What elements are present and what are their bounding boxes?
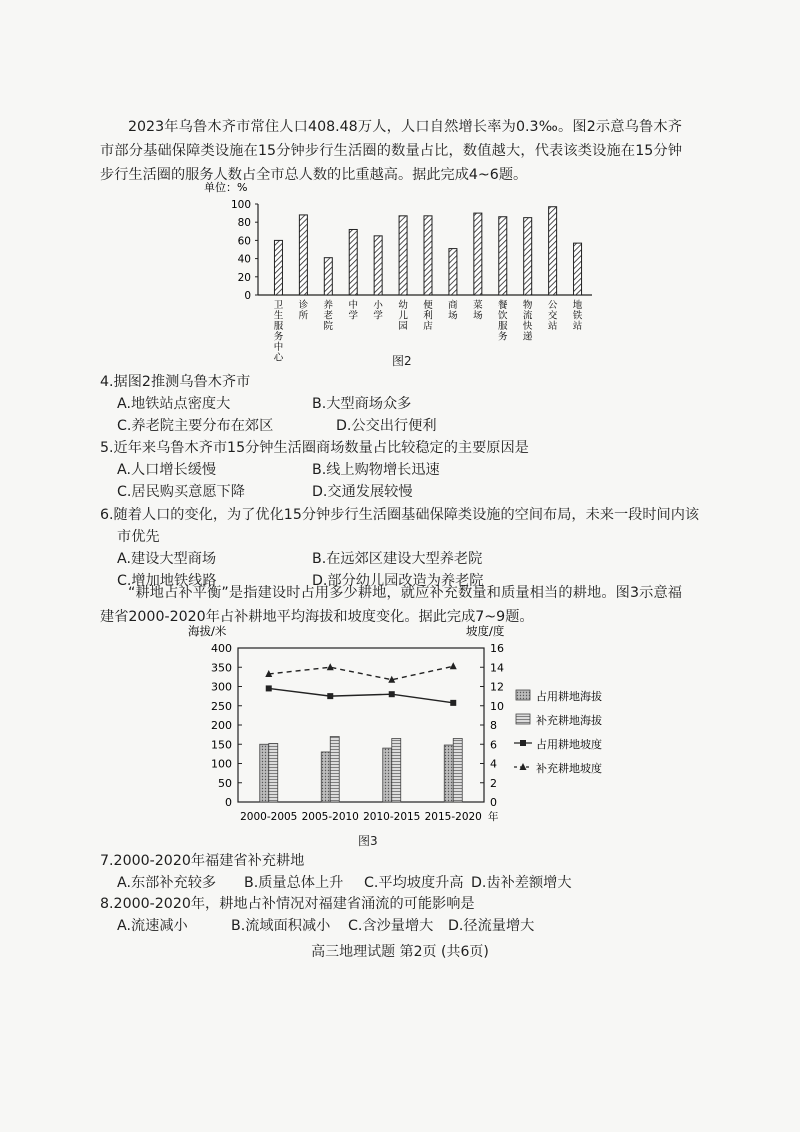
- q7-option-b: B.质量总体上升: [244, 875, 344, 891]
- fig3-left-axis-label: 海拔/米: [188, 624, 227, 638]
- fig3-left-tick-label: 100: [211, 757, 232, 771]
- fig2-bar: [374, 236, 382, 295]
- fig3-bar-supplement: [453, 738, 462, 802]
- fig3-left-tick-label: 400: [211, 642, 232, 655]
- fig2-bar: [274, 240, 282, 295]
- q6-option-c: C.增加地铁线路: [117, 573, 217, 589]
- fig3-bar-occupied: [383, 748, 392, 802]
- fig2-bar: [524, 218, 532, 295]
- fig2-category-label: 地铁站: [572, 300, 583, 332]
- fig3-right-tick-label: 10: [490, 699, 504, 713]
- fig3-point-square: [389, 691, 395, 697]
- fig3-point-square: [450, 700, 456, 706]
- fig2-bar: [449, 249, 457, 295]
- fig2-bar: [549, 207, 557, 295]
- fig3-right-tick-label: 0: [490, 796, 497, 809]
- q6-stem-line1: 6.随着人口的变化，为了优化15分钟步行生活圈基础保障类设施的空间布局，未来一段时间内该: [100, 507, 700, 523]
- figure-2-caption: 图2: [392, 354, 412, 368]
- fig3-category-label: 2010-2015: [363, 811, 421, 823]
- figure-3-caption: 图3: [358, 834, 378, 848]
- fig3-right-tick-label: 14: [490, 661, 504, 675]
- fig2-category-label: 餐饮服务: [498, 300, 508, 343]
- fig2-bar: [349, 229, 357, 295]
- q4-option-d: D.公交出行便利: [336, 418, 437, 434]
- fig3-right-tick-label: 4: [490, 757, 497, 771]
- fig3-legend-label: 占用耕地海拔: [536, 690, 602, 703]
- fig3-legend-swatch: [516, 714, 530, 724]
- q6-option-a: A.建设大型商场: [117, 551, 217, 567]
- q8-stem: 8.2000-2020年，耕地占补情况对福建省涌流的可能影响是: [100, 896, 475, 912]
- fig3-bar-supplement: [269, 743, 278, 802]
- q7-option-a: A.东部补充较多: [117, 875, 217, 891]
- fig2-category-label: 幼儿园: [398, 300, 408, 332]
- fig2-bar: [499, 217, 507, 295]
- fig3-category-label: 2015-2020: [424, 811, 482, 823]
- fig3-category-label: 2000-2005: [240, 811, 298, 823]
- fig3-x-suffix: 年: [488, 811, 499, 823]
- fig2-bar: [474, 213, 482, 295]
- figure-3-combo-chart: [180, 622, 650, 828]
- page-footer: 高三地理试题 第2页 (共6页): [311, 944, 489, 960]
- fig3-right-tick-label: 8: [490, 719, 497, 732]
- q4-option-a: A.地铁站点密度大: [117, 396, 231, 412]
- fig2-bar: [299, 215, 307, 295]
- fig2-bar: [399, 216, 407, 295]
- q8-option-a: A.流速减小: [117, 918, 188, 934]
- fig3-right-tick-label: 12: [490, 680, 504, 694]
- fig3-bar-supplement: [330, 737, 339, 802]
- fig3-legend-label: 占用耕地坡度: [536, 738, 602, 751]
- intro-paragraph-1: 2023年乌鲁木齐市常住人口408.48万人，人口自然增长率为0.3‰。图2示意乌鲁木齐市部分基础保障类设施在15分钟步行生活圈的数量占比，数值越大，代表该类设施在15分钟步行生活圈的服务人数占全市总人数的比重越高。据此完成4~6题。: [100, 119, 682, 183]
- figure-2-bar-chart: [200, 178, 600, 378]
- fig2-y-tick-label: 60: [237, 235, 251, 248]
- fig3-left-tick-label: 350: [211, 661, 232, 675]
- fig2-category-label: 小学: [373, 300, 383, 322]
- fig2-unit-label: 单位：%: [204, 181, 248, 194]
- q6-stem-line2: 市优先: [117, 529, 160, 545]
- fig3-point-triangle: [327, 663, 334, 670]
- fig2-category-label: 诊所: [298, 300, 309, 322]
- fig3-line-square: [269, 688, 454, 702]
- fig3-point-triangle: [450, 662, 457, 669]
- q5-option-a: A.人口增长缓慢: [117, 462, 217, 478]
- fig3-legend-marker: [520, 740, 526, 746]
- fig2-y-tick-label: 40: [237, 253, 251, 266]
- fig2-category-label: 便利店: [423, 300, 433, 332]
- fig3-bar-supplement: [392, 738, 401, 802]
- fig2-category-label: 公交站: [547, 300, 558, 332]
- fig2-y-tick-label: 20: [237, 271, 251, 284]
- fig3-left-tick-label: 0: [225, 796, 232, 809]
- fig2-category-label: 商场: [448, 300, 458, 322]
- q8-option-b: B.流域面积减小: [231, 918, 331, 934]
- fig2-y-tick-label: 100: [230, 199, 251, 211]
- fig2-bar: [424, 216, 432, 295]
- fig3-bar-occupied: [321, 752, 330, 802]
- fig3-bar-occupied: [444, 745, 453, 802]
- fig2-y-tick-label: 0: [244, 290, 251, 302]
- q4-stem: 4.据图2推测乌鲁木齐市: [100, 374, 251, 390]
- fig3-left-tick-label: 300: [211, 680, 232, 694]
- fig3-legend-label: 补充耕地海拔: [536, 714, 602, 727]
- q5-stem: 5.近年来乌鲁木齐市15分钟生活圈商场数量占比较稳定的主要原因是: [100, 440, 529, 456]
- q4-option-c: C.养老院主要分布在郊区: [117, 418, 274, 434]
- q5-option-b: B.线上购物增长迅速: [312, 462, 440, 478]
- fig2-category-label: 中学: [348, 300, 358, 322]
- q8-option-d: D.径流量增大: [448, 918, 535, 934]
- intro-paragraph-2: “耕地占补平衡”是指建设时占用多少耕地，就应补充数量和质量相当的耕地。图3示意福建省2000-2020年占补耕地平均海拔和坡度变化。据此完成7~9题。: [100, 585, 682, 625]
- fig3-bar-occupied: [260, 744, 269, 802]
- q6-option-d: D.部分幼儿园改造为养老院: [312, 573, 484, 589]
- fig3-right-tick-label: 6: [490, 738, 497, 752]
- q5-option-c: C.居民购买意愿下降: [117, 484, 245, 500]
- fig3-point-square: [327, 693, 333, 699]
- fig3-point-square: [266, 685, 272, 691]
- fig3-right-axis-label: 坡度/度: [466, 624, 505, 638]
- fig3-legend-swatch: [516, 690, 530, 700]
- q8-option-c: C.含沙量增大: [348, 918, 434, 934]
- q5-option-d: D.交通发展较慢: [312, 484, 413, 500]
- q6-option-b: B.在远郊区建设大型养老院: [312, 551, 483, 567]
- fig2-category-label: 卫生服务中心: [273, 300, 284, 364]
- fig2-bar: [324, 258, 332, 295]
- fig2-category-label: 养老院: [323, 300, 334, 332]
- q4-option-b: B.大型商场众多: [312, 396, 412, 412]
- fig3-category-label: 2005-2010: [301, 811, 359, 823]
- fig3-left-tick-label: 200: [211, 719, 232, 732]
- fig2-category-label: 菜场: [473, 300, 483, 322]
- fig3-line-triangle: [269, 666, 454, 679]
- q7-stem: 7.2000-2020年福建省补充耕地: [100, 853, 305, 869]
- fig3-right-tick-label: 16: [490, 642, 504, 655]
- fig3-left-tick-label: 150: [211, 738, 232, 752]
- q7-option-d: D.齿补差额增大: [471, 875, 572, 891]
- fig3-left-tick-label: 50: [218, 776, 232, 790]
- fig3-legend-label: 补充耕地坡度: [536, 762, 602, 775]
- fig2-category-label: 物流快递: [522, 300, 533, 343]
- fig2-y-tick-label: 80: [237, 217, 251, 230]
- fig3-left-tick-label: 250: [211, 699, 232, 713]
- q7-option-c: C.平均坡度升高: [364, 875, 464, 891]
- fig3-right-tick-label: 2: [490, 776, 497, 790]
- fig2-bar: [574, 243, 582, 295]
